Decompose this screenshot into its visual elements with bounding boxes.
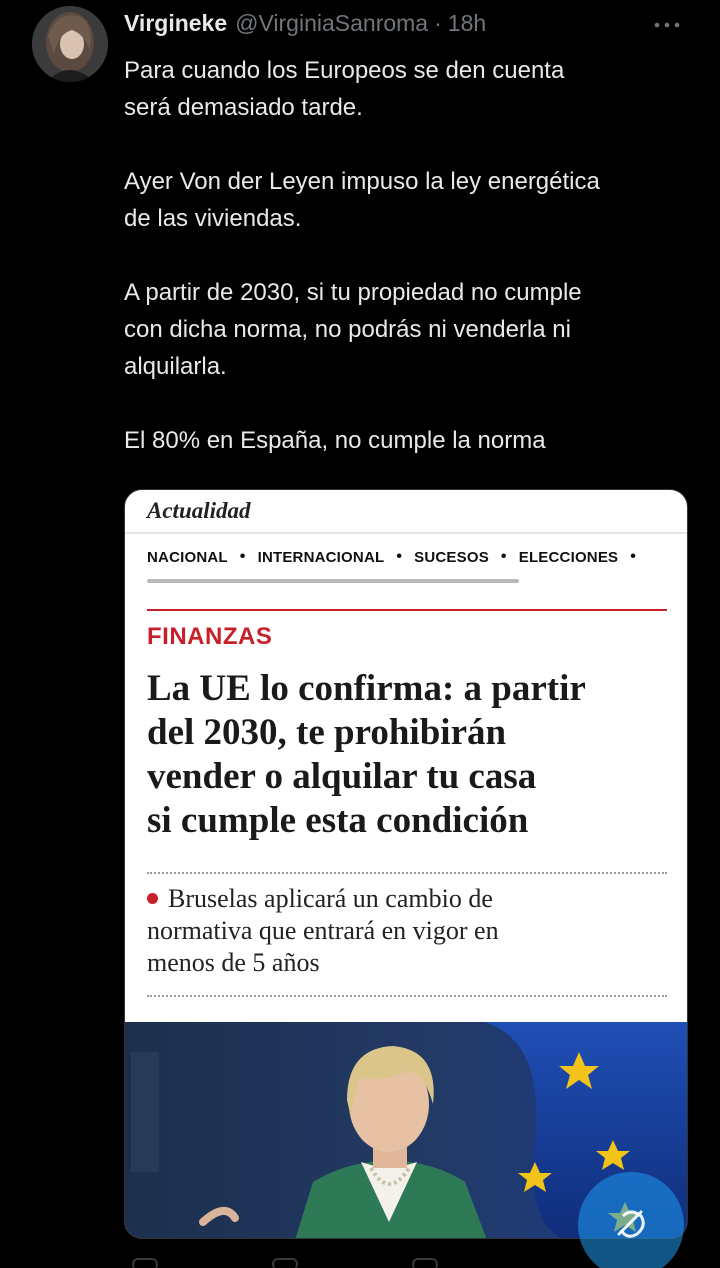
- nav-separator: •: [396, 548, 403, 565]
- nav-item-sucesos: SUCESOS: [414, 548, 489, 566]
- repost-icon[interactable]: [272, 1258, 298, 1268]
- nav-scroll-indicator: [147, 579, 519, 583]
- article-subhead: [147, 883, 667, 979]
- tweet-line: Para cuando los Europeos se den cuenta: [124, 57, 565, 84]
- bullet-icon: [147, 893, 158, 904]
- more-horizontal-icon[interactable]: [650, 6, 684, 40]
- tweet-line: El 80% en España, no cumple la norma: [124, 427, 546, 454]
- section-rule: [147, 609, 667, 611]
- tweet-text: [124, 52, 704, 459]
- tweet-header: [124, 10, 486, 42]
- nav-item-elecciones: ELECCIONES: [518, 548, 619, 566]
- nav-item-internacional: INTERNACIONAL: [257, 548, 385, 566]
- tweet-line: alquilarla.: [124, 353, 227, 380]
- tweet-line: Ayer Von der Leyen impuso la ley energética: [124, 168, 600, 195]
- article-brand: Actualidad: [147, 498, 251, 523]
- grok-icon[interactable]: [578, 1172, 684, 1268]
- nav-separator: •: [630, 548, 637, 565]
- headline-line: La UE lo confirma: a partir: [147, 668, 586, 709]
- article-headline: [147, 667, 675, 843]
- article-section: FINANZAS: [147, 623, 273, 650]
- header-separator: ·: [434, 10, 442, 36]
- nav-separator: •: [239, 548, 246, 565]
- divider: [125, 532, 688, 534]
- dotted-divider: [147, 995, 667, 997]
- avatar[interactable]: [32, 6, 108, 82]
- dotted-divider: [147, 872, 667, 874]
- subhead-line: menos de 5 años: [147, 948, 320, 977]
- headline-line: del 2030, te prohibirán: [147, 712, 507, 753]
- article-nav: [147, 548, 648, 566]
- author-name[interactable]: Virgineke: [124, 10, 228, 36]
- nav-item-nacional: NACIONAL: [147, 548, 228, 566]
- media-attachment[interactable]: [124, 489, 688, 1239]
- reply-icon[interactable]: [132, 1258, 158, 1268]
- tweet-line: será demasiado tarde.: [124, 94, 363, 121]
- headline-line: si cumple esta condición: [147, 800, 529, 841]
- subhead-line: Bruselas aplicará un cambio de: [168, 884, 493, 913]
- author-handle[interactable]: @VirginiaSanroma: [235, 10, 429, 36]
- tweet-line: A partir de 2030, si tu propiedad no cumple: [124, 279, 582, 306]
- tweet-line: de las viviendas.: [124, 205, 302, 232]
- tweet-line: con dicha norma, no podrás ni venderla ni: [124, 316, 571, 343]
- like-icon[interactable]: [412, 1258, 438, 1268]
- tweet-time[interactable]: 18h: [447, 10, 487, 36]
- subhead-line: normativa que entrará en vigor en: [147, 916, 499, 945]
- nav-separator: •: [500, 548, 507, 565]
- headline-line: vender o alquilar tu casa: [147, 756, 537, 797]
